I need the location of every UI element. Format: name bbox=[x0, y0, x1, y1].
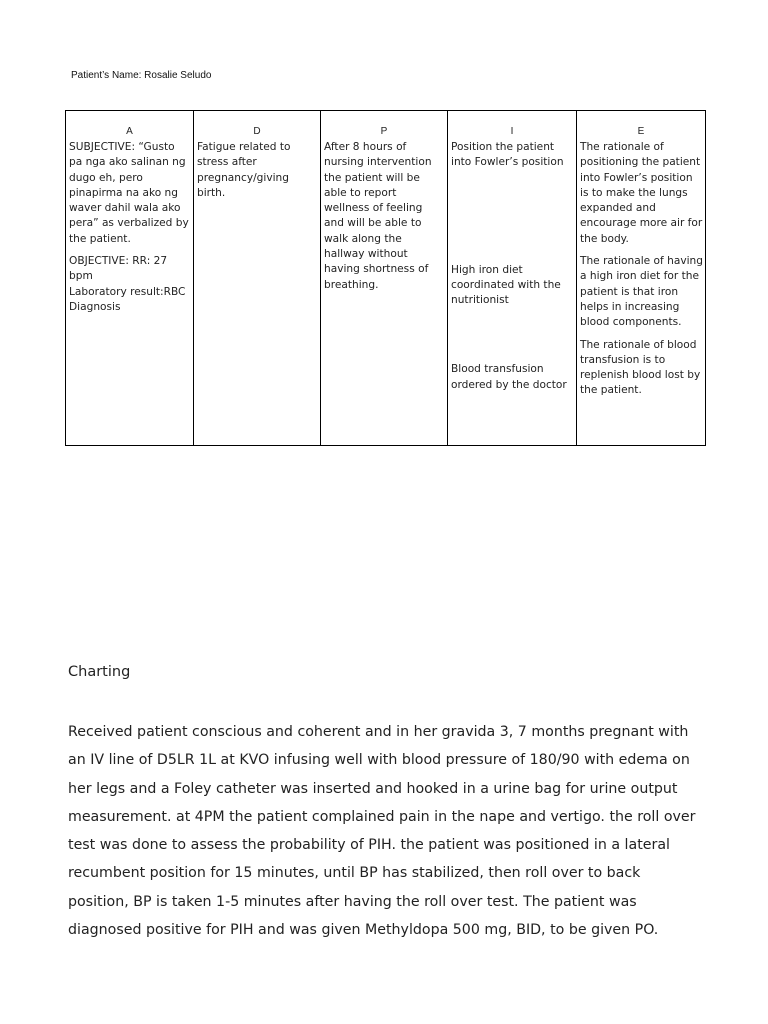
patient-name: Patient’s Name: Rosalie Seludo bbox=[71, 70, 212, 81]
table-row bbox=[66, 139, 706, 446]
intervention-positioning: Position the patient into Fowler’s position bbox=[451, 141, 564, 169]
diagnosis-cell bbox=[194, 139, 321, 446]
planning-cell bbox=[321, 139, 448, 446]
subjective-data: SUBJECTIVE: “Gusto pa nga ako salinan ng dugo eh, pero pinapirma na ako ng waver dahil wala ako pera” as verbalized by the patient. bbox=[69, 141, 189, 245]
column-header-assessment: A bbox=[66, 111, 194, 140]
intervention-iron-diet: High iron diet coordinated with the nutritionist bbox=[451, 263, 561, 307]
planning-text: After 8 hours of nursing intervention the patient will be able to report wellness of feeling and will be able to walk along the hallway without having shortness of breathing. bbox=[324, 141, 432, 291]
evaluation-positioning: The rationale of positioning the patient into Fowler’s position is to make the lungs expanded and encourage more air for the body. bbox=[580, 141, 703, 245]
evaluation-blood-transfusion: The rationale of blood transfusion is to replenish blood lost by the patient. bbox=[580, 338, 701, 397]
objective-data: OBJECTIVE: RR: 27 bpm bbox=[69, 255, 168, 283]
column-header-evaluation: E bbox=[577, 111, 706, 140]
column-header-intervention: I bbox=[448, 111, 577, 140]
laboratory-result: Laboratory result:RBC Diagnosis bbox=[69, 285, 186, 313]
adpie-table bbox=[65, 110, 706, 446]
charting-body: Received patient conscious and coherent and in her gravida 3, 7 months pregnant with an IV line of D5LR 1L at KVO infusing well with blood pressure of 180/90 with edema on her legs and a Foley catheter was inserted and hooked in a urine bag for urine output measurement. at 4PM the patient complained pain in the nape and vertigo. the roll over test was done to assess the probability of PIH. the patient was positioned in a lateral recumbent position for 15 minutes, until BP has stabilized, then roll over to back position, BP is taken 1-5 minutes after having the roll over test. The patient was diagnosed positive for PIH and was given Methyldopa 500 mg, BID, to be given PO. bbox=[68, 724, 696, 939]
evaluation-cell bbox=[577, 139, 706, 446]
table-header-row bbox=[66, 111, 706, 140]
charting-heading: Charting bbox=[68, 664, 131, 680]
intervention-blood-transfusion: Blood transfusion ordered by the doctor bbox=[451, 363, 567, 391]
column-header-planning: P bbox=[321, 111, 448, 140]
diagnosis-text: Fatigue related to stress after pregnancy/giving birth. bbox=[197, 141, 291, 199]
column-header-diagnosis: D bbox=[194, 111, 321, 140]
intervention-cell bbox=[448, 139, 577, 446]
assessment-cell bbox=[66, 139, 194, 446]
evaluation-iron-diet: The rationale of having a high iron diet for the patient is that iron helps in increasing blood components. bbox=[580, 255, 703, 329]
